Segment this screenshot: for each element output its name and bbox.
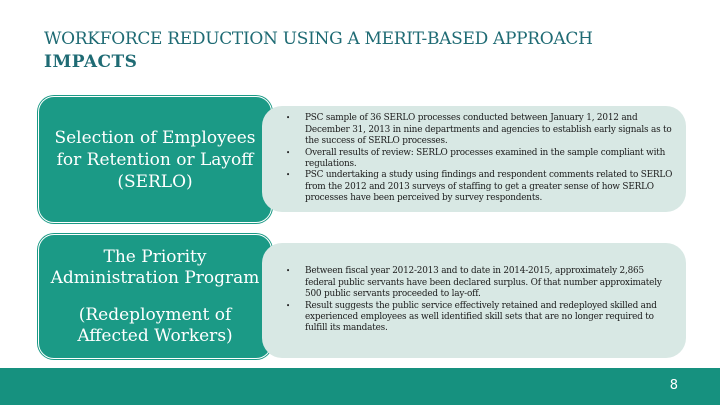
slide-title-line2: IMPACTS (44, 52, 138, 72)
list-item (274, 266, 674, 300)
serlo-heading: Selection of Employees for Retention or Layoff (SERLO) (54, 127, 256, 192)
list-item (274, 113, 674, 147)
bullet-text: Overall results of review: SERLO processes examined in the sample compliant with regulations. (305, 147, 666, 169)
priority-admin-heading: The Priority Administration Program (50, 246, 260, 288)
bullet-icon: • (286, 114, 290, 123)
bullet-text: PSC sample of 36 SERLO processes conducted between January 1, 2012 and December 31, 2013 in nine departments and agencies to establish early signals as to the success of SERLO processes. (305, 113, 672, 147)
priority-admin-subheading: (Redeployment of Affected Workers) (77, 304, 233, 346)
slide-title-line1: WORKFORCE REDUCTION USING A MERIT-BASED APPROACH (44, 29, 593, 49)
serlo-card (38, 96, 272, 223)
bullet-icon: • (286, 171, 290, 180)
bullet-icon: • (286, 148, 290, 157)
list-item (274, 301, 674, 335)
list-item (274, 170, 674, 204)
serlo-bullet-list (274, 113, 674, 204)
priority-admin-bullet-list (274, 266, 674, 334)
serlo-details-card (262, 106, 686, 212)
slide-title (44, 28, 684, 74)
footer-bar (0, 368, 720, 405)
bullet-icon: • (286, 267, 290, 276)
list-item (274, 148, 674, 171)
page-number: 8 (669, 378, 678, 393)
priority-admin-card (38, 234, 272, 359)
bullet-text: Result suggests the public service effectively retained and redeployed skilled and experienced employees as well identified skill sets that are no longer required to fulfill its mandates. (305, 300, 657, 334)
bullet-text: Between fiscal year 2012-2013 and to date in 2014-2015, approximately 2,865 federal public servants have been declared surplus. Of that number approximately 500 public servants proceeded to lay-off. (305, 266, 662, 300)
bullet-icon: • (286, 301, 290, 310)
priority-admin-details-card (262, 243, 686, 358)
bullet-text: PSC undertaking a study using findings and respondent comments related to SERLO from the 2012 and 2013 surveys of staffing to get a greater sense of how SERLO processes have been perceived by survey respondents. (305, 170, 673, 204)
